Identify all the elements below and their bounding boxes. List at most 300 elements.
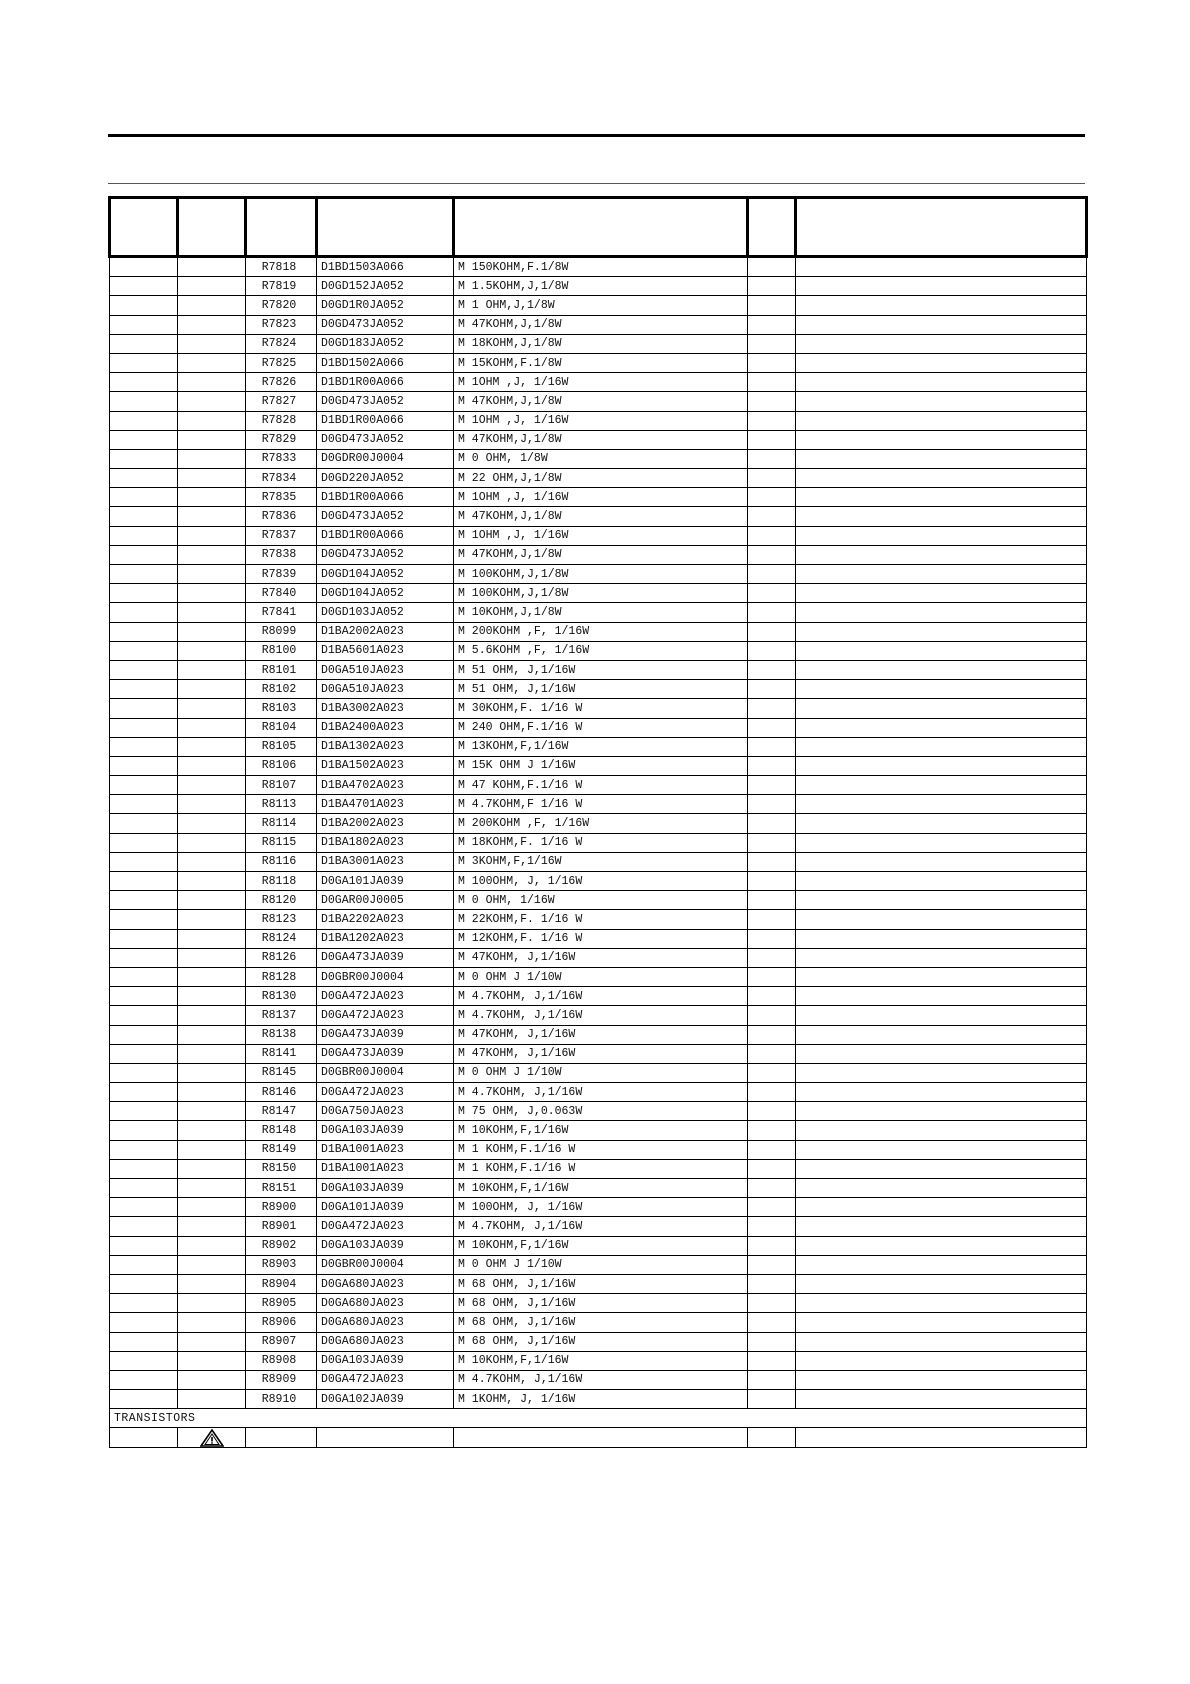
part-no-cell: D0GA472JA023	[317, 1006, 454, 1025]
cell-empty	[178, 891, 246, 910]
cell-empty	[110, 1063, 178, 1082]
cell-empty	[178, 584, 246, 603]
cell-empty	[110, 833, 178, 852]
part-no-cell: D1BD1R00A066	[317, 488, 454, 507]
cell-empty	[748, 1313, 796, 1332]
part-no-cell: D0GA473JA039	[317, 948, 454, 967]
cell-empty	[796, 1063, 1087, 1082]
header-rule	[108, 183, 1085, 184]
cell-empty	[796, 641, 1087, 660]
part-no-cell: D0GA103JA039	[317, 1351, 454, 1370]
cell-empty	[178, 1370, 246, 1389]
cell-empty	[110, 1332, 178, 1351]
table-row	[110, 1179, 1087, 1198]
cell-empty	[796, 1179, 1087, 1198]
part-no-cell: D0GA102JA039	[317, 1390, 454, 1409]
description-cell: M 1OHM ,J, 1/16W	[454, 411, 748, 430]
cell-empty	[178, 910, 246, 929]
cell-empty	[748, 641, 796, 660]
ref-no-cell: R7819	[246, 277, 317, 296]
cell-empty	[796, 373, 1087, 392]
description-cell: M 0 OHM J 1/10W	[454, 1255, 748, 1274]
cell-empty	[748, 257, 796, 277]
description-cell: M 150KOHM,F.1/8W	[454, 257, 748, 277]
cell-empty	[796, 603, 1087, 622]
table-row	[110, 776, 1087, 795]
part-no-cell: D1BD1502A066	[317, 353, 454, 372]
cell-empty	[110, 1121, 178, 1140]
cell-empty	[748, 1351, 796, 1370]
part-no-cell: D1BA1001A023	[317, 1159, 454, 1178]
description-cell: M 68 OHM, J,1/16W	[454, 1274, 748, 1293]
cell-empty	[110, 891, 178, 910]
cell-empty	[796, 565, 1087, 584]
table-row	[110, 1236, 1087, 1255]
cell-empty	[110, 584, 178, 603]
cell-empty	[178, 718, 246, 737]
cell-empty	[748, 373, 796, 392]
cell-empty	[796, 353, 1087, 372]
cell-empty	[178, 929, 246, 948]
part-no-cell: D0GA101JA039	[317, 1198, 454, 1217]
ref-no-cell: R7833	[246, 449, 317, 468]
description-cell: M 51 OHM, J,1/16W	[454, 660, 748, 679]
cell-empty	[748, 967, 796, 986]
ref-no-cell: R8150	[246, 1159, 317, 1178]
parts-list-table	[108, 196, 1088, 1448]
table-row	[110, 257, 1087, 277]
table-row	[110, 987, 1087, 1006]
ref-no-cell: R7825	[246, 353, 317, 372]
table-row	[110, 929, 1087, 948]
description-cell: M 4.7KOHM,F 1/16 W	[454, 795, 748, 814]
table-row	[110, 1274, 1087, 1293]
description-cell: M 200KOHM ,F, 1/16W	[454, 622, 748, 641]
warning-triangle-icon	[200, 1429, 224, 1447]
section-label: TRANSISTORS	[110, 1409, 1087, 1428]
cell-empty	[796, 1006, 1087, 1025]
cell-empty	[178, 353, 246, 372]
ref-no-cell: R8145	[246, 1063, 317, 1082]
cell-empty	[178, 756, 246, 775]
ref-no-cell: R8130	[246, 987, 317, 1006]
cell-empty	[796, 699, 1087, 718]
description-cell: M 0 OHM J 1/10W	[454, 1063, 748, 1082]
ref-no-cell: R7836	[246, 507, 317, 526]
cell-empty	[178, 1140, 246, 1159]
part-no-cell: D1BA1302A023	[317, 737, 454, 756]
cell-empty	[178, 526, 246, 545]
ref-no-cell: R8148	[246, 1121, 317, 1140]
cell-empty	[748, 411, 796, 430]
cell-empty	[454, 1428, 748, 1447]
description-cell: M 18KOHM,F. 1/16 W	[454, 833, 748, 852]
table-row	[110, 1044, 1087, 1063]
cell-empty	[178, 1332, 246, 1351]
cell-empty	[796, 449, 1087, 468]
cell-empty	[178, 392, 246, 411]
ref-no-cell: R8904	[246, 1274, 317, 1293]
cell-empty	[748, 699, 796, 718]
ref-no-cell: R7838	[246, 545, 317, 564]
cell-empty	[178, 987, 246, 1006]
cell-empty	[796, 1255, 1087, 1274]
ref-no-cell: R8146	[246, 1083, 317, 1102]
cell-empty	[748, 680, 796, 699]
part-no-cell: D1BD1503A066	[317, 257, 454, 277]
table-row	[110, 680, 1087, 699]
cell-empty	[178, 699, 246, 718]
ref-no-cell: R7841	[246, 603, 317, 622]
part-no-cell: D1BA4701A023	[317, 795, 454, 814]
cell-empty	[110, 526, 178, 545]
cell-empty	[748, 507, 796, 526]
part-no-cell: D0GD473JA052	[317, 545, 454, 564]
ref-no-cell: R8114	[246, 814, 317, 833]
cell-empty	[748, 334, 796, 353]
ref-no-cell: R7824	[246, 334, 317, 353]
cell-empty	[796, 1102, 1087, 1121]
ref-no-cell: R8906	[246, 1313, 317, 1332]
description-cell: M 47KOHM, J,1/16W	[454, 948, 748, 967]
cell-empty	[110, 795, 178, 814]
cell-empty	[796, 1198, 1087, 1217]
cell-empty	[748, 1370, 796, 1389]
cell-empty	[796, 1274, 1087, 1293]
table-header-row	[110, 198, 1087, 257]
top-rule	[108, 134, 1085, 137]
cell-empty	[110, 1102, 178, 1121]
cell-empty	[748, 277, 796, 296]
part-no-cell: D1BA5601A023	[317, 641, 454, 660]
description-cell: M 22KOHM,F. 1/16 W	[454, 910, 748, 929]
cell-empty	[110, 507, 178, 526]
description-cell: M 47KOHM, J,1/16W	[454, 1025, 748, 1044]
table-row	[110, 756, 1087, 775]
part-no-cell: D0GA750JA023	[317, 1102, 454, 1121]
description-cell: M 200KOHM ,F, 1/16W	[454, 814, 748, 833]
cell-empty	[110, 756, 178, 775]
cell-empty	[178, 1198, 246, 1217]
cell-empty	[796, 852, 1087, 871]
description-cell: M 12KOHM,F. 1/16 W	[454, 929, 748, 948]
cell-empty	[796, 891, 1087, 910]
cell-empty	[748, 948, 796, 967]
cell-empty	[110, 1044, 178, 1063]
table-row	[110, 622, 1087, 641]
cell-empty	[110, 469, 178, 488]
cell-empty	[796, 910, 1087, 929]
part-no-cell: D0GD220JA052	[317, 469, 454, 488]
description-cell: M 75 OHM, J,0.063W	[454, 1102, 748, 1121]
cell-empty	[110, 257, 178, 277]
cell-empty	[796, 392, 1087, 411]
cell-empty	[748, 1255, 796, 1274]
cell-empty	[796, 814, 1087, 833]
table-row	[110, 1025, 1087, 1044]
description-cell: M 100OHM, J, 1/16W	[454, 1198, 748, 1217]
ref-no-cell: R8910	[246, 1390, 317, 1409]
cell-empty	[178, 737, 246, 756]
cell-empty	[110, 353, 178, 372]
ref-no-cell: R8120	[246, 891, 317, 910]
cell-empty	[178, 1102, 246, 1121]
table-row	[110, 1198, 1087, 1217]
cell-empty	[748, 1294, 796, 1313]
table-row	[110, 469, 1087, 488]
table-row	[110, 373, 1087, 392]
part-no-cell: D1BA4702A023	[317, 776, 454, 795]
part-no-cell: D0GA473JA039	[317, 1025, 454, 1044]
description-cell: M 10KOHM,F,1/16W	[454, 1236, 748, 1255]
cell-empty	[796, 545, 1087, 564]
part-no-cell: D0GA103JA039	[317, 1179, 454, 1198]
cell-empty	[178, 680, 246, 699]
cell-empty	[110, 948, 178, 967]
cell-empty	[110, 622, 178, 641]
cell-empty	[110, 641, 178, 660]
table-row	[110, 814, 1087, 833]
cell-empty	[246, 1428, 317, 1447]
cell-empty	[110, 737, 178, 756]
table-row	[110, 852, 1087, 871]
table-row	[110, 430, 1087, 449]
ref-no-cell: R7827	[246, 392, 317, 411]
cell-empty	[110, 872, 178, 891]
description-cell: M 10KOHM,F,1/16W	[454, 1179, 748, 1198]
part-no-cell: D0GA472JA023	[317, 1217, 454, 1236]
cell-empty	[748, 1102, 796, 1121]
cell-empty	[178, 852, 246, 871]
description-cell: M 0 OHM, 1/8W	[454, 449, 748, 468]
part-no-cell: D0GA473JA039	[317, 1044, 454, 1063]
cell-empty	[796, 660, 1087, 679]
ref-no-cell: R8900	[246, 1198, 317, 1217]
cell-empty	[178, 1217, 246, 1236]
cell-empty	[748, 660, 796, 679]
cell-empty	[178, 296, 246, 315]
ref-no-cell: R7826	[246, 373, 317, 392]
cell-empty	[748, 1390, 796, 1409]
cell-empty	[796, 967, 1087, 986]
cell-empty	[178, 469, 246, 488]
table-row	[110, 1332, 1087, 1351]
description-cell: M 4.7KOHM, J,1/16W	[454, 987, 748, 1006]
table-row	[110, 488, 1087, 507]
cell-empty	[748, 1198, 796, 1217]
cell-empty	[796, 872, 1087, 891]
cell-empty	[796, 507, 1087, 526]
cell-empty	[796, 296, 1087, 315]
cell-empty	[748, 852, 796, 871]
cell-empty	[110, 373, 178, 392]
ref-no-cell: R8901	[246, 1217, 317, 1236]
part-no-cell: D0GD473JA052	[317, 315, 454, 334]
part-no-cell: D0GD1R0JA052	[317, 296, 454, 315]
cell-empty	[178, 833, 246, 852]
cell-empty	[178, 603, 246, 622]
description-cell: M 47KOHM,J,1/8W	[454, 430, 748, 449]
cell-empty	[748, 795, 796, 814]
cell-empty	[796, 277, 1087, 296]
cell-empty	[178, 1121, 246, 1140]
cell-empty	[796, 488, 1087, 507]
table-row	[110, 1390, 1087, 1409]
table-row	[110, 411, 1087, 430]
cell-empty	[110, 1390, 178, 1409]
cell-empty	[178, 565, 246, 584]
cell-empty	[796, 1044, 1087, 1063]
cell-empty	[178, 1390, 246, 1409]
cell-empty	[748, 891, 796, 910]
part-no-cell: D1BA2002A023	[317, 622, 454, 641]
description-cell: M 1 KOHM,F.1/16 W	[454, 1159, 748, 1178]
cell-empty	[317, 1428, 454, 1447]
cell-empty	[110, 603, 178, 622]
cell-empty	[110, 277, 178, 296]
description-cell: M 100KOHM,J,1/8W	[454, 584, 748, 603]
ref-no-cell: R8107	[246, 776, 317, 795]
cell-empty	[748, 545, 796, 564]
ref-no-cell: R8101	[246, 660, 317, 679]
table-row	[110, 795, 1087, 814]
ref-no-cell: R8099	[246, 622, 317, 641]
cell-empty	[110, 1294, 178, 1313]
description-cell: M 68 OHM, J,1/16W	[454, 1313, 748, 1332]
cell-empty	[110, 680, 178, 699]
cell-empty	[178, 1006, 246, 1025]
cell-empty	[748, 1217, 796, 1236]
table-row	[110, 1140, 1087, 1159]
ref-no-cell: R8151	[246, 1179, 317, 1198]
table-row	[110, 891, 1087, 910]
cell-empty	[178, 1255, 246, 1274]
ref-no-cell: R8106	[246, 756, 317, 775]
table-row	[110, 334, 1087, 353]
cell-empty	[110, 660, 178, 679]
part-no-cell: D1BA3001A023	[317, 852, 454, 871]
description-cell: M 47 KOHM,F.1/16 W	[454, 776, 748, 795]
part-no-cell: D0GA680JA023	[317, 1294, 454, 1313]
header-cell	[748, 198, 796, 257]
cell-empty	[796, 1332, 1087, 1351]
ref-no-cell: R8905	[246, 1294, 317, 1313]
part-no-cell: D1BA1802A023	[317, 833, 454, 852]
ref-no-cell: R8115	[246, 833, 317, 852]
cell-empty	[110, 929, 178, 948]
description-cell: M 47KOHM,J,1/8W	[454, 507, 748, 526]
cell-empty	[110, 334, 178, 353]
ref-no-cell: R7823	[246, 315, 317, 334]
ref-no-cell: R7818	[246, 257, 317, 277]
part-no-cell: D1BD1R00A066	[317, 526, 454, 545]
part-no-cell: D0GBR00J0004	[317, 1063, 454, 1082]
cell-empty	[748, 833, 796, 852]
cell-empty	[796, 795, 1087, 814]
cell-empty	[110, 776, 178, 795]
description-cell: M 15K OHM J 1/16W	[454, 756, 748, 775]
section-row	[110, 1409, 1087, 1428]
cell-empty	[110, 1217, 178, 1236]
ref-no-cell: R8100	[246, 641, 317, 660]
ref-no-cell: R8102	[246, 680, 317, 699]
cell-empty	[748, 910, 796, 929]
cell-empty	[178, 545, 246, 564]
cell-empty	[110, 1159, 178, 1178]
cell-empty	[748, 315, 796, 334]
cell-empty	[796, 1025, 1087, 1044]
cell-empty	[748, 776, 796, 795]
ref-no-cell: R7820	[246, 296, 317, 315]
cell-empty	[796, 987, 1087, 1006]
part-no-cell: D0GA680JA023	[317, 1313, 454, 1332]
description-cell: M 100KOHM,J,1/8W	[454, 565, 748, 584]
cell-empty	[748, 449, 796, 468]
part-no-cell: D0GBR00J0004	[317, 967, 454, 986]
part-no-cell: D1BD1R00A066	[317, 373, 454, 392]
ref-no-cell: R7837	[246, 526, 317, 545]
ref-no-cell: R8118	[246, 872, 317, 891]
part-no-cell: D1BA1202A023	[317, 929, 454, 948]
table-row	[110, 699, 1087, 718]
cell-empty	[110, 1351, 178, 1370]
cell-empty	[110, 488, 178, 507]
cell-empty	[110, 1236, 178, 1255]
cell-empty	[796, 1351, 1087, 1370]
cell-empty	[748, 526, 796, 545]
description-cell: M 3KOHM,F,1/16W	[454, 852, 748, 871]
cell-empty	[796, 1236, 1087, 1255]
cell-empty	[796, 948, 1087, 967]
cell-empty	[178, 1236, 246, 1255]
description-cell: M 0 OHM J 1/10W	[454, 967, 748, 986]
description-cell: M 4.7KOHM, J,1/16W	[454, 1083, 748, 1102]
description-cell: M 18KOHM,J,1/8W	[454, 334, 748, 353]
cell-empty	[796, 622, 1087, 641]
cell-empty	[178, 1159, 246, 1178]
table-row	[110, 1102, 1087, 1121]
description-cell: M 4.7KOHM, J,1/16W	[454, 1217, 748, 1236]
cell-empty	[748, 872, 796, 891]
header-cell	[246, 198, 317, 257]
cell-empty	[748, 469, 796, 488]
cell-empty	[748, 929, 796, 948]
ref-no-cell: R7839	[246, 565, 317, 584]
ref-no-cell: R8909	[246, 1370, 317, 1389]
cell-empty	[796, 411, 1087, 430]
cell-empty	[748, 1236, 796, 1255]
cell-empty	[110, 296, 178, 315]
cell-empty	[796, 680, 1087, 699]
part-no-cell: D0GA101JA039	[317, 872, 454, 891]
table-row	[110, 392, 1087, 411]
description-cell: M 1 OHM,J,1/8W	[454, 296, 748, 315]
cell-empty	[178, 449, 246, 468]
table-row	[110, 449, 1087, 468]
cell-empty	[110, 987, 178, 1006]
ref-no-cell: R8903	[246, 1255, 317, 1274]
table-row	[110, 1006, 1087, 1025]
part-no-cell: D1BA2002A023	[317, 814, 454, 833]
description-cell: M 47KOHM,J,1/8W	[454, 392, 748, 411]
part-no-cell: D0GDR00J0004	[317, 449, 454, 468]
description-cell: M 47KOHM,J,1/8W	[454, 315, 748, 334]
table-row	[110, 315, 1087, 334]
ref-no-cell: R8908	[246, 1351, 317, 1370]
part-no-cell: D0GD104JA052	[317, 565, 454, 584]
cell-empty	[748, 1274, 796, 1293]
table-row	[110, 353, 1087, 372]
